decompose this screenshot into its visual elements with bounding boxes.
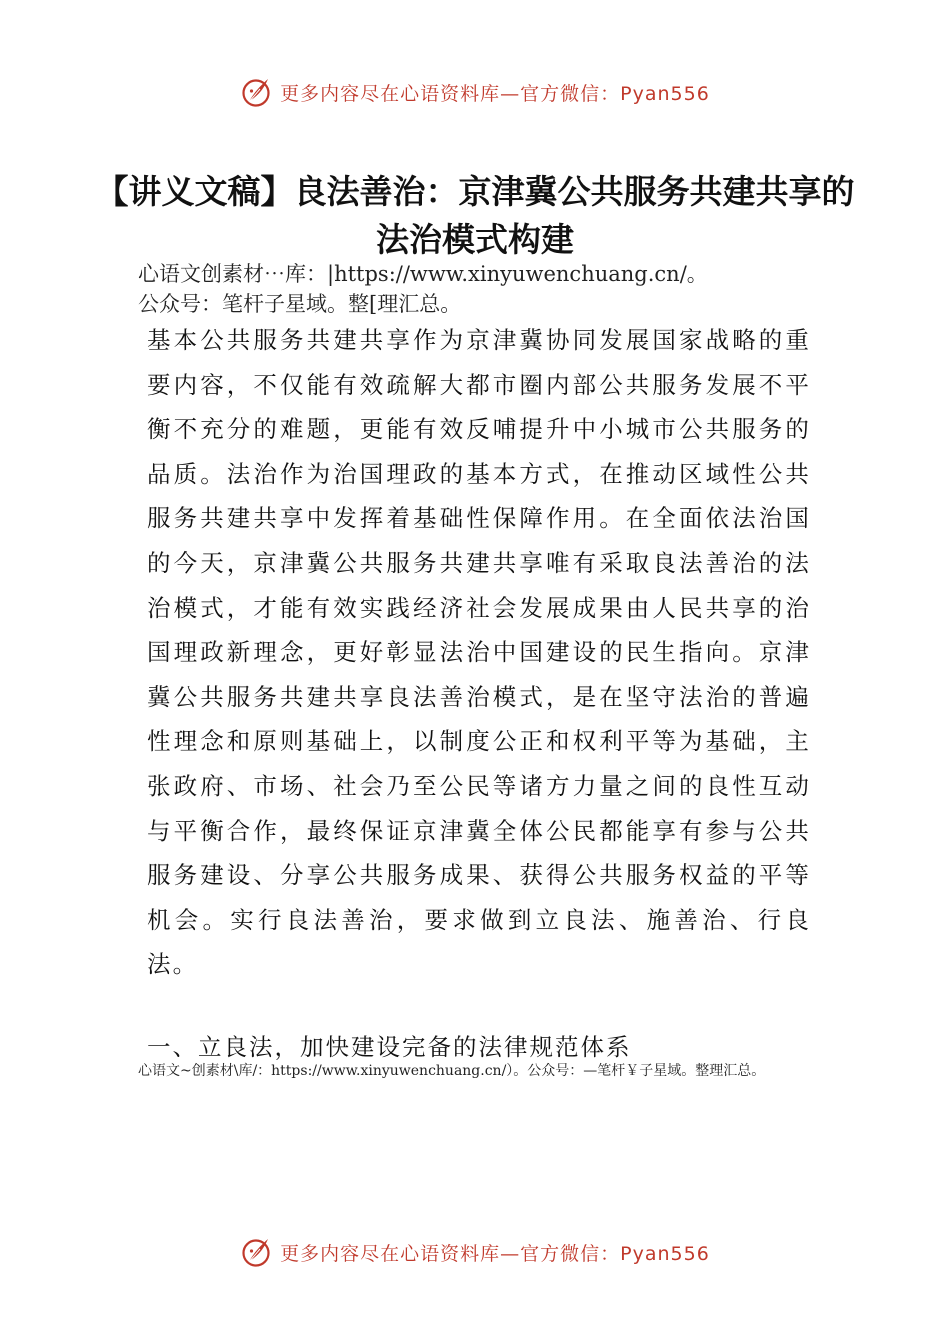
source-note-line-1: 心语文创素材⋯库：|https://www.xinyuwenchuang.cn/。: [138, 262, 708, 286]
header-wechat-id: Pyan556: [620, 82, 710, 105]
body-paragraph: 基本公共服务共建共享作为京津冀协同发展国家战略的重要内容，不仅能有效疏解大都市圈内部公共服务发展不平衡不充分的难题，更能有效反哺提升中小城市公共服务的品质。法治作为治国理政的基本方式，在推动区域性公共服务共建共享中发挥着基础性保障作用。在全面依法治国的今天，京津冀公共服务共建共享唯有采取良法善治的法治模式，才能有效实践经济社会发展成果由人民共享的治国理政新理念，更好彰显法治中国建设的民生指向。京津冀公共服务共建共享良法善治模式，是在坚守法治的普遍性理念和原则基础上，以制度公正和权利平等为基础，主张政府、市场、社会乃至公民等诸方力量之间的良性互动与平衡合作，最终保证京津冀全体公民都能享有参与公共服务建设、分享公共服务成果、获得公共服务权益的平等机会。实行良法善治，要求做到立良法、施善治、行良法。: [147, 326, 811, 979]
footer-banner: [0, 1232, 950, 1272]
footer-wechat-id: Pyan556: [620, 1242, 710, 1265]
footer-banner-text: 更多内容尽在心语资料库—官方微信：Pyan556: [280, 1242, 710, 1265]
document-title: 【讲义文稿】良法善治：京津冀公共服务共建共享的法治模式构建: [95, 172, 855, 259]
source-note: [138, 259, 828, 319]
section-heading: 一、立良法，加快建设完备的法律规范体系: [147, 1033, 632, 1061]
source-note-footer: 心语文~创素材\库/：https://www.xinyuwenchuang.cn/）。公众号：—笔杆￥子星域。整理汇总。: [138, 1063, 766, 1079]
header-banner: [0, 72, 950, 112]
feather-pen-logo-icon: [240, 76, 272, 108]
source-note-line-2: 公众号：笔杆子星域。整[理汇总。: [138, 292, 462, 316]
header-banner-text: 更多内容尽在心语资料库—官方微信：Pyan556: [280, 82, 710, 105]
feather-pen-logo-icon: [240, 1236, 272, 1268]
